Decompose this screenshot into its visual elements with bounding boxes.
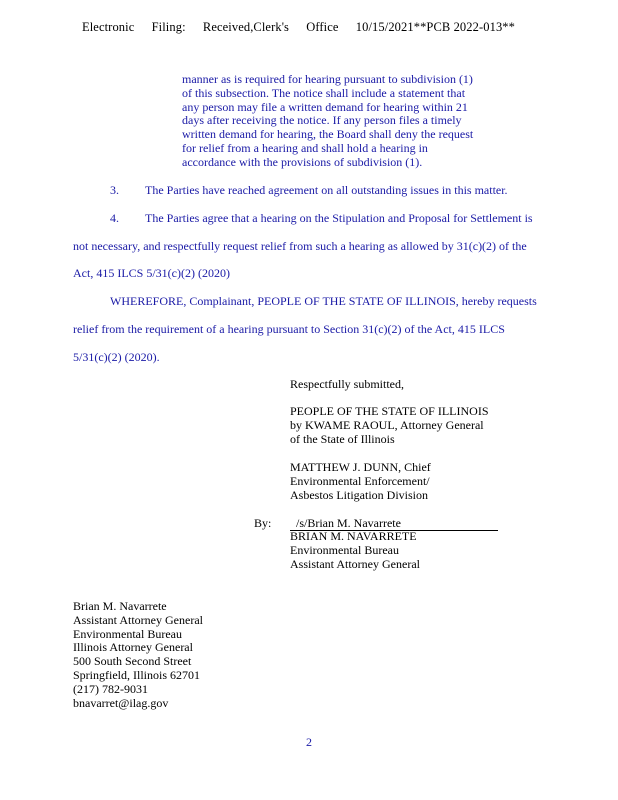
paragraph-3-number: 3. bbox=[110, 183, 119, 197]
chief-line: Environmental Enforcement/ bbox=[290, 473, 430, 488]
quote-line: any person may file a written demand for hearing within 21 bbox=[182, 99, 468, 114]
signature-text: /s/Brian M. Navarrete bbox=[296, 516, 401, 530]
page-number: 2 bbox=[306, 735, 312, 749]
chief-line: Asbestos Litigation Division bbox=[290, 487, 428, 502]
party-line: of the State of Illinois bbox=[290, 431, 395, 446]
chief-block bbox=[290, 461, 431, 502]
contact-line: Illinois Attorney General bbox=[73, 640, 193, 655]
quote-line: manner as is required for hearing pursuant to subdivision (1) bbox=[182, 72, 473, 86]
paragraph-4-line: The Parties agree that a hearing on the Stipulation and Proposal for Settlement is bbox=[145, 211, 533, 225]
header-office: Office bbox=[306, 20, 339, 34]
party-line: PEOPLE OF THE STATE OF ILLINOIS bbox=[290, 404, 489, 418]
paragraph-4-line: Act, 415 ILCS 5/31(c)(2) (2020) bbox=[73, 266, 230, 280]
signer-line: BRIAN M. NAVARRETE bbox=[290, 529, 417, 543]
contact-line: Springfield, Illinois 62701 bbox=[73, 667, 200, 682]
contact-line: Assistant Attorney General bbox=[73, 612, 203, 627]
party-line: by KWAME RAOUL, Attorney General bbox=[290, 417, 484, 432]
paragraph-3-text: The Parties have reached agreement on all outstanding issues in this matter. bbox=[145, 183, 508, 197]
contact-line: 500 South Second Street bbox=[73, 654, 192, 669]
closing: Respectfully submitted, bbox=[290, 377, 404, 391]
statute-quote bbox=[182, 73, 473, 170]
signer-block bbox=[290, 530, 420, 571]
paragraph-4-line: not necessary, and respectfully request relief from such a hearing as allowed by 31(c)(2) of the bbox=[73, 239, 527, 253]
signer-line: Environmental Bureau bbox=[290, 542, 399, 557]
wherefore-line: relief from the requirement of a hearing pursuant to Section 31(c)(2) of the Act, 415 ILCS bbox=[73, 322, 505, 336]
contact-line: bnavarret@ilag.gov bbox=[73, 695, 169, 710]
header-filing: Filing: bbox=[151, 20, 186, 34]
contact-line: Environmental Bureau bbox=[73, 626, 182, 641]
contact-line: Brian M. Navarrete bbox=[73, 599, 167, 613]
header-electronic: Electronic bbox=[82, 20, 135, 34]
header-received: Received,Clerk's bbox=[202, 20, 290, 34]
wherefore-line: 5/31(c)(2) (2020). bbox=[73, 350, 160, 364]
quote-line: for relief from a hearing and shall hold a hearing in bbox=[182, 140, 428, 155]
quote-line: accordance with the provisions of subdivision (1). bbox=[182, 154, 423, 169]
contact-block bbox=[73, 600, 203, 710]
chief-line: MATTHEW J. DUNN, Chief bbox=[290, 460, 431, 474]
party-block bbox=[290, 405, 489, 446]
quote-line: days after receiving the notice. If any person files a timely bbox=[182, 113, 462, 128]
filing-header bbox=[82, 20, 529, 35]
wherefore-line: WHEREFORE, Complainant, PEOPLE OF THE STATE OF ILLINOIS, hereby requests bbox=[110, 294, 537, 308]
paragraph-4-number: 4. bbox=[110, 211, 119, 225]
quote-line: written demand for hearing, the Board shall deny the request bbox=[182, 127, 474, 142]
header-stamp: 10/15/2021**PCB 2022-013** bbox=[355, 20, 515, 34]
signer-line: Assistant Attorney General bbox=[290, 556, 420, 571]
by-label: By: bbox=[254, 516, 272, 530]
contact-line: (217) 782-9031 bbox=[73, 681, 148, 696]
quote-line: of this subsection. The notice shall include a statement that bbox=[182, 85, 466, 100]
